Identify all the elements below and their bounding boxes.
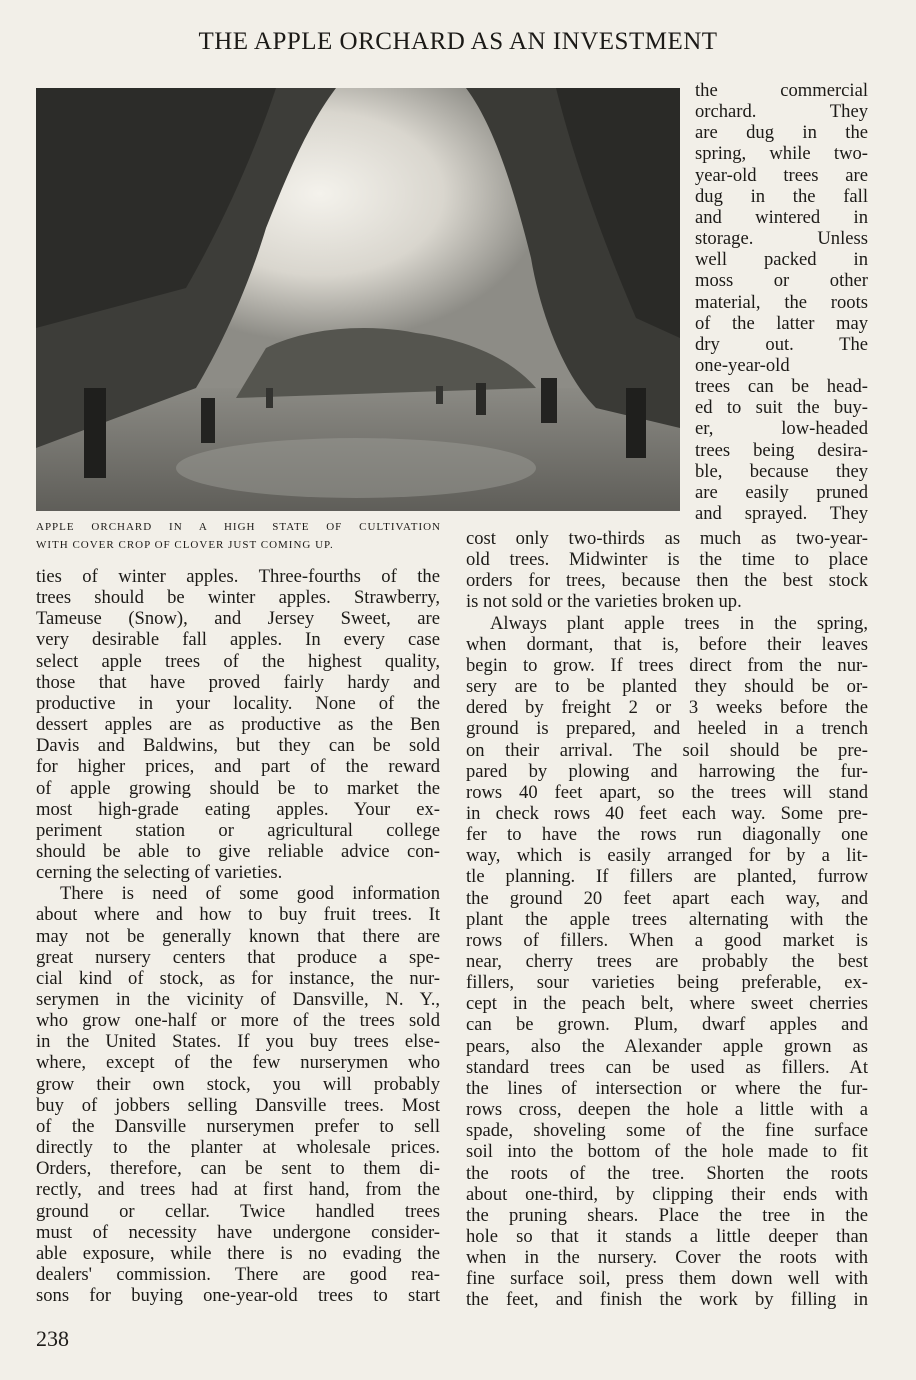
text-line: Orders, therefore, can be sent to them di- xyxy=(36,1158,440,1180)
text-line: cept in the peach belt, where sweet cherries xyxy=(466,993,868,1015)
text-line: plant the apple trees alternating with the xyxy=(466,908,868,930)
text-line: rows 40 feet apart, so the trees will stand xyxy=(466,781,868,803)
text-line: soil into the bottom of the hole made to fit xyxy=(466,1141,868,1163)
text-line: moss or other xyxy=(695,270,868,292)
text-line: may not be generally known that there are xyxy=(36,925,440,947)
text-line: of apple growing should be to market the xyxy=(36,777,440,799)
text-line: the pruning shears. Place the tree in the xyxy=(466,1204,868,1226)
text-line: who grow one-half or more of the trees sold xyxy=(36,1010,440,1032)
text-line: begin to grow. If trees direct from the nur- xyxy=(466,654,868,676)
text-line: trees can be head- xyxy=(695,376,868,398)
text-line: directly to the planter at wholesale prices. xyxy=(36,1137,440,1159)
text-line: very desirable fall apples. In every case xyxy=(36,629,440,651)
text-line: buy of jobbers selling Dansville trees. Most xyxy=(36,1094,440,1116)
text-line: trees should be winter apples. Strawberry, xyxy=(36,587,440,609)
text-line: of the latter may xyxy=(695,312,868,334)
text-line: most high-grade eating apples. Your ex- xyxy=(36,798,440,820)
text-line: about one-third, by clipping their ends with xyxy=(466,1183,868,1205)
text-line: one-year-old xyxy=(695,354,790,376)
text-line: There is need of some good information xyxy=(60,883,440,905)
text-line: when in the nursery. Cover the roots with xyxy=(466,1247,868,1269)
text-line: are dug in the xyxy=(695,122,868,144)
text-line: old trees. Midwinter is the time to place xyxy=(466,549,868,571)
text-line: dry out. The xyxy=(695,333,868,355)
text-line: dessert apples are as productive as the Ben xyxy=(36,714,440,736)
text-line: fine surface soil, press them down well with xyxy=(466,1268,868,1290)
text-line: ground or cellar. Twice handled trees xyxy=(36,1200,440,1222)
text-line: rectly, and trees had at first hand, from the xyxy=(36,1179,440,1201)
text-line: orchard. They xyxy=(695,101,868,123)
text-line: ed to suit the buy- xyxy=(695,397,868,419)
orchard-photo xyxy=(36,88,680,511)
text-line: material, the roots xyxy=(695,291,868,313)
text-line: in the United States. If you buy trees else- xyxy=(36,1031,440,1053)
text-line: ble, because they xyxy=(695,460,868,482)
text-line: cerning the selecting of varieties. xyxy=(36,862,283,884)
text-line: grow their own stock, you will probably xyxy=(36,1073,440,1095)
text-line: on their arrival. The soil should be pre- xyxy=(466,739,868,761)
text-line: is not sold or the varieties broken up. xyxy=(466,591,742,613)
text-line: rows of fillers. When a good market is xyxy=(466,929,868,951)
text-line: year-old trees are xyxy=(695,164,868,186)
text-line: spring, while two- xyxy=(695,143,868,165)
text-line: serymen in the vicinity of Dansville, N. Y., xyxy=(36,989,440,1010)
text-line: and wintered in xyxy=(695,206,868,228)
text-line: great nursery centers that produce a spe- xyxy=(36,946,440,968)
text-line: fer to have the rows run diagonally one xyxy=(466,824,868,846)
text-line: tle planning. If fillers are planted, furrow xyxy=(466,866,868,888)
text-line: productive in your locality. None of the xyxy=(36,692,440,714)
text-line: storage. Unless xyxy=(695,228,868,250)
text-line: ties of winter apples. Three-fourths of the xyxy=(36,566,440,587)
text-line: dealers' commission. There are good rea- xyxy=(36,1263,440,1285)
text-line: where, except of the few nurserymen who xyxy=(36,1052,440,1074)
text-line: dug in the fall xyxy=(695,185,868,207)
text-line: can be grown. Plum, dwarf apples and xyxy=(466,1014,868,1036)
text-line: orders for trees, because then the best stock xyxy=(466,570,868,592)
text-line: when dormant, that is, before their leaves xyxy=(466,633,868,655)
text-line: periment station or agricultural college xyxy=(36,819,440,841)
text-line: sons for buying one-year-old trees to start xyxy=(36,1285,440,1307)
caption-line: WITH COVER CROP OF CLOVER JUST COMING UP. xyxy=(36,539,334,551)
text-line: should be able to give reliable advice con- xyxy=(36,840,440,862)
text-line: well packed in xyxy=(695,249,868,271)
text-line: rows cross, deepen the hole a little with a xyxy=(466,1099,868,1121)
text-line: dered by freight 2 or 3 weeks before the xyxy=(466,697,868,719)
text-line: pears, also the Alexander apple grown as xyxy=(466,1035,868,1057)
figure-caption xyxy=(36,518,441,554)
text-line: the lines of intersection or where the fur- xyxy=(466,1077,868,1099)
text-line: pared by plowing and harrowing the fur- xyxy=(466,760,868,782)
text-line: the feet, and finish the work by filling in xyxy=(466,1289,868,1311)
text-line: select apple trees of the highest quality, xyxy=(36,650,440,672)
text-line: about where and how to buy fruit trees. It xyxy=(36,904,440,926)
text-line: the roots of the tree. Shorten the roots xyxy=(466,1162,868,1184)
text-line: trees being desira- xyxy=(695,439,868,461)
text-line: the commercial xyxy=(695,80,868,101)
page-number: 238 xyxy=(36,1326,69,1351)
text-line: Tameuse (Snow), and Jersey Sweet, are xyxy=(36,608,440,630)
text-line: er, low-headed xyxy=(695,418,868,440)
text-line: way, which is easily arranged for by a lit- xyxy=(466,845,868,867)
page-title: THE APPLE ORCHARD AS AN INVESTMENT xyxy=(198,28,718,55)
text-line: fillers, sour varieties being preferable, ex- xyxy=(466,972,868,994)
text-line: in check rows 40 feet each way. Some pre- xyxy=(466,802,868,824)
text-line: for higher prices, and part of the reward xyxy=(36,756,440,778)
text-line: the ground 20 feet apart each way, and xyxy=(466,887,868,909)
text-line: those that have proved fairly hardy and xyxy=(36,671,440,693)
text-line: spade, shoveling some of the fine surface xyxy=(466,1120,868,1142)
text-line: are easily pruned xyxy=(695,481,868,503)
text-line: ground is prepared, and heeled in a trench xyxy=(466,718,868,740)
text-line: of the Dansville nurserymen prefer to sell xyxy=(36,1115,440,1137)
text-line: standard trees can be used as fillers. At xyxy=(466,1056,868,1078)
orchard-photo-image xyxy=(36,88,680,511)
text-line: Davis and Baldwins, but they can be sold xyxy=(36,735,440,757)
text-line: Always plant apple trees in the spring, xyxy=(490,612,868,634)
text-line: cial kind of stock, as for instance, the nur- xyxy=(36,967,440,989)
text-line: near, cherry trees are probably the best xyxy=(466,951,868,972)
text-line: and sprayed. They xyxy=(695,503,868,524)
text-line: sery are to be planted they should be or- xyxy=(466,676,868,698)
text-line: hole so that it stands a little deeper than xyxy=(466,1225,868,1247)
caption-line: APPLE ORCHARD IN A HIGH STATE OF CULTIVATION xyxy=(36,521,441,533)
text-line: able exposure, while there is no evading the xyxy=(36,1242,440,1264)
text-line: must of necessity have undergone consider- xyxy=(36,1221,440,1243)
text-line: cost only two-thirds as much as two-year- xyxy=(466,528,868,549)
